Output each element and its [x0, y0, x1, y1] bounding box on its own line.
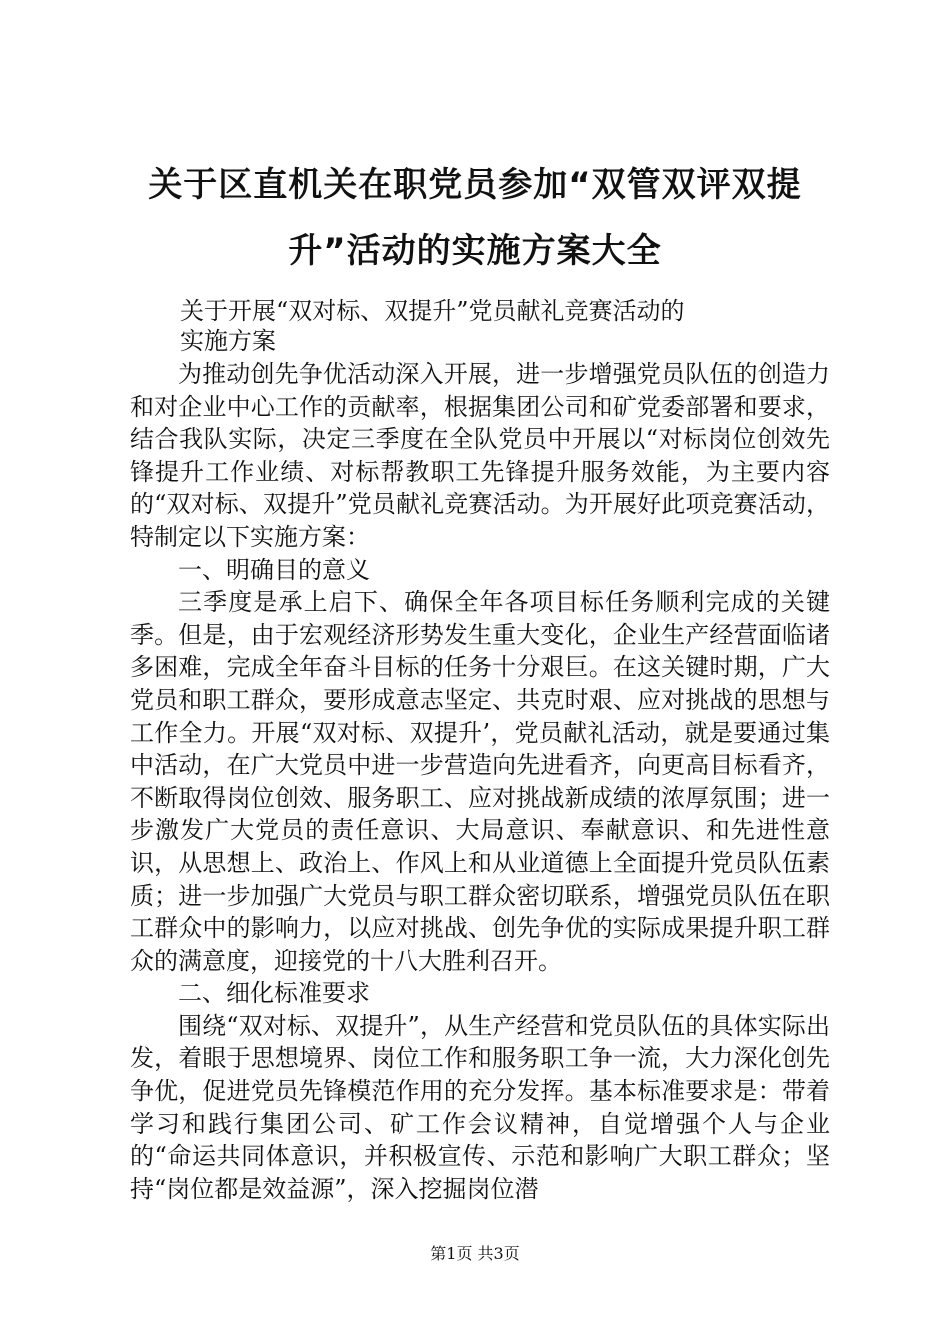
- document-title: [118, 152, 832, 284]
- section-heading-1: 一、明确目的意义: [178, 555, 370, 584]
- subtitle-line-2: 实施方案: [180, 327, 276, 355]
- paragraph-purpose: 三季度是承上启下、确保全年各项目标任务顺利完成的关键季。但是，由于宏观经济形势发生重大变化，企业生产经营面临诸多困难，完成全年奋斗目标的任务十分艰巨。在这关键时期，广大党员和职工群众，要形成意志坚定、共克时艰、应对挑战的思想与工作全力。开展“双对标、双提升’，党员献礼活动，就是要通过集中活动，在广大党员中进一步营造向先进看齐，向更高目标看齐，不断取得岗位创效、服务职工、应对挑战新成绩的浓厚氛围；进一步激发广大党员的责任意识、大局意识、奉献意识、和先进性意识，从思想上、政治上、作风上和从业道德上全面提升党员队伍素质；进一步加强广大党员与职工群众密切联系，增强党员队伍在职工群众中的影响力，以应对挑战、创先争优的实际成果提升职工群众的满意度，迎接党的十八大胜利召开。: [130, 588, 830, 975]
- paragraph-intro: 为推动创先争优活动深入开展，进一步增强党员队伍的创造力和对企业中心工作的贡献率，根据集团公司和矿党委部署和要求，结合我队实际，决定三季度在全队党员中开展以“对标岗位创效先锋提升工作业绩、对标帮教职工先锋提升服务效能，为主要内容的“双对标、双提升”党员献礼竞赛活动。为开展好此项竞赛活动，特制定以下实施方案：: [130, 360, 830, 551]
- title-line-2: 升”活动的实施方案大全: [288, 231, 662, 271]
- subtitle-line-1: 关于开展“双对标、双提升”党员献礼竞赛活动的: [180, 297, 685, 325]
- document-body: [130, 358, 830, 1205]
- page-number: 第1页 共3页: [430, 1244, 520, 1263]
- title-line-1: 关于区直机关在职党员参加“双管双评双提: [148, 165, 802, 205]
- document-subtitle: [180, 296, 800, 356]
- page-footer: [0, 1244, 950, 1264]
- section-heading-2: 二、细化标准要求: [178, 979, 370, 1008]
- paragraph-standards: 围绕“双对标、双提升”，从生产经营和党员队伍的具体实际出发，着眼于思想境界、岗位工作和服务职工争一流，大力深化创先争优，促进党员先锋模范作用的充分发挥。基本标准要求是：带着学习和践行集团公司、矿工作会议精神，自觉增强个人与企业的“命运共同体意识，并积极宣传、示范和影响广大职工群众；坚持“岗位都是效益源”，深入挖掘岗位潜: [130, 1011, 830, 1203]
